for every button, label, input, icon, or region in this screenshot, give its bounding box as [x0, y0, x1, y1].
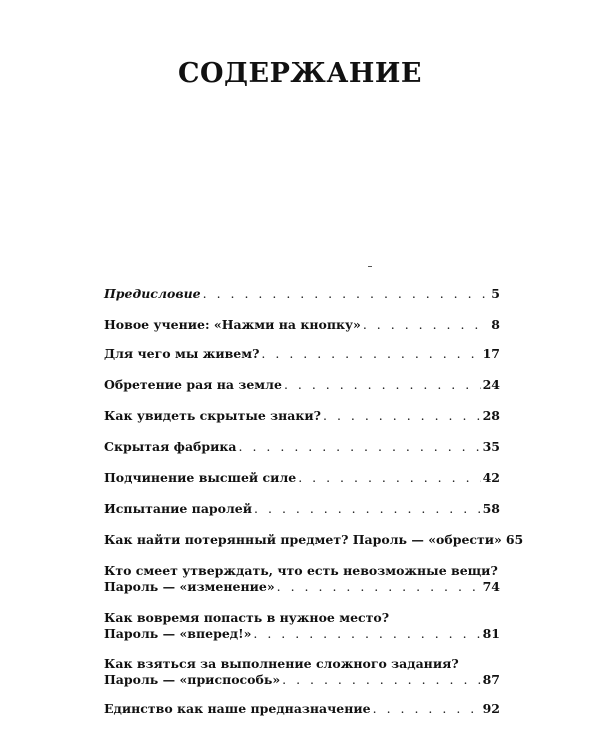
toc-entry-page: 24 [482, 377, 500, 392]
leader-dots [298, 470, 480, 486]
toc-entry-page: 65 [505, 532, 524, 547]
leader-dots [373, 701, 481, 717]
toc-entry-page: 92 [482, 701, 500, 716]
toc-entry-title: Единство как наше предназначение [104, 701, 371, 716]
toc-entry [104, 610, 500, 642]
toc-entry [104, 470, 500, 486]
leader-dots [323, 408, 481, 424]
toc-entry-title: Подчинение высшей силе [104, 470, 297, 485]
toc-entry-page: 74 [482, 579, 500, 594]
leader-dots [282, 672, 480, 688]
toc-entry [104, 286, 500, 302]
toc-entry-title: Как найти потерянный предмет? Пароль — «обрести» [104, 532, 502, 547]
leader-dots [254, 501, 481, 517]
toc-entry-title-line1: Кто смеет утверждать, что есть невозможные вещи? [104, 563, 498, 578]
toc-entry [104, 701, 500, 717]
toc-entry [104, 377, 500, 393]
toc-entry-title: Как увидеть скрытые знаки? [104, 408, 322, 423]
toc-entry-title: Обретение рая на земле [104, 377, 282, 392]
toc-entry-title: Для чего мы живем? [104, 346, 260, 361]
leader-dots [277, 579, 481, 595]
leader-dots [239, 439, 481, 455]
toc-entry [104, 317, 500, 333]
toc-entry [104, 563, 500, 595]
toc-entry-page: 8 [491, 317, 500, 332]
leader-dots [261, 346, 480, 362]
toc-entry-title-line2: Пароль — «приспособь» [104, 672, 281, 687]
leader-dots [363, 317, 489, 333]
toc-entry [104, 408, 500, 424]
toc-entry-title-line2: Пароль — «изменение» [104, 579, 275, 594]
toc-entry [104, 656, 500, 688]
toc-entry-page: 58 [482, 501, 500, 516]
toc-entry-title-line1: Как вовремя попасть в нужное место? [104, 610, 390, 625]
toc-entry-title: Предисловие [104, 286, 201, 301]
print-speck [368, 266, 372, 267]
toc-entry [104, 346, 500, 362]
toc-entry-page: 35 [482, 439, 500, 454]
toc-entry [104, 501, 500, 517]
leader-dots [253, 626, 480, 642]
toc-entry-title: Испытание паролей [104, 501, 253, 516]
toc-entry-page: 42 [482, 470, 500, 485]
toc-entry [104, 532, 524, 548]
toc-entry-page: 17 [482, 346, 500, 361]
page-title: СОДЕРЖАНИЕ [178, 58, 422, 89]
toc-entry-page: 28 [482, 408, 500, 423]
toc-entry-title: Новое учение: «Нажми на кнопку» [104, 317, 361, 332]
toc-entry-page: 81 [482, 626, 500, 641]
leader-dots [203, 286, 490, 302]
toc-entry-page: 87 [482, 672, 500, 687]
toc-entry-title-line1: Как взяться за выполнение сложного задания? [104, 656, 459, 671]
toc-entry [104, 439, 500, 455]
toc-entry-title-line2: Пароль — «вперед!» [104, 626, 252, 641]
toc-entry-page: 5 [491, 286, 500, 301]
toc-entry-title: Скрытая фабрика [104, 439, 237, 454]
leader-dots [284, 377, 481, 393]
